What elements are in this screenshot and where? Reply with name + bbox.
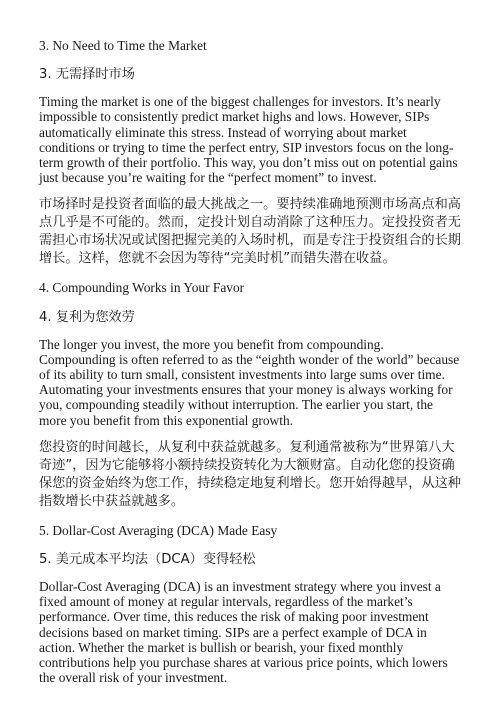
section-4-paragraph-en: The longer you invest, the more you benefit from compounding. Compounding is often referred to as the “eighth wonder of the world” because of its ability to turn small, consistent investments into large sums over time. Automating your investments ensures that your money is always working for you, compounding steadily without interruption. The earlier you start, the more you benefit from this exponential growth.: [39, 336, 460, 428]
section-3-heading-en: 3. No Need to Time the Market: [39, 38, 207, 53]
section-5-heading-en: 5. Dollar-Cost Averaging (DCA) Made Easy: [39, 522, 278, 538]
section-4-heading-en: 4. Compounding Works in Your Favor: [39, 280, 245, 296]
section-5-heading-zh: 5. 美元成本平均法（DCA）变得轻松: [39, 552, 256, 568]
section-5-paragraph-en: Dollar-Cost Averaging (DCA) is an investment strategy where you invest a fixed amount of money at regular intervals, regardless of the market’s performance. Over time, this reduces the risk of making poor investment decisions based on market timing. SIPs are a perfect example of DCA in action. Whether the market is bullish or bearish, your fixed monthly contributions help you purchase shares at various price points, which lowers the overall risk of your investment.: [39, 579, 448, 686]
section-3-heading-zh: 3. 无需择时市场: [39, 67, 135, 83]
section-4-paragraph-zh: 您投资的时间越长，从复利中获益就越多。复利通常被称为“世界第八大奇迹”，因为它能够将小额持续投资转化为大额财富。自动化您的投资确保您的资金始终为您工作，持续稳定地复利增长。您开始得越早，从这种指数增长中获益就越多。: [39, 439, 461, 509]
section-4-heading-zh: 4. 复利为您效劳: [39, 309, 135, 325]
section-3-paragraph-zh: 市场择时是投资者面临的最大挑战之一。要持续准确地预测市场高点和高点几乎是不可能的。然而，定投计划自动消除了这种压力。定投投资者无需担心市场状况或试图把握完美的入场时机，而是专注于投资组合的长期增长。这样，您就不会因为等待“完美时机”而错失潜在收益。: [39, 197, 461, 267]
section-3-paragraph-en: Timing the market is one of the biggest challenges for investors. It’s nearly impossible to consistently predict market highs and lows. However, SIPs automatically eliminate this stress. Instead of worrying about market conditions or trying to time the perfect entry, SIP investors focus on the long-term growth of their portfolio. This way, you don’t miss out on potential gains just because you’re waiting for the “perfect moment” to invest.: [39, 94, 458, 186]
